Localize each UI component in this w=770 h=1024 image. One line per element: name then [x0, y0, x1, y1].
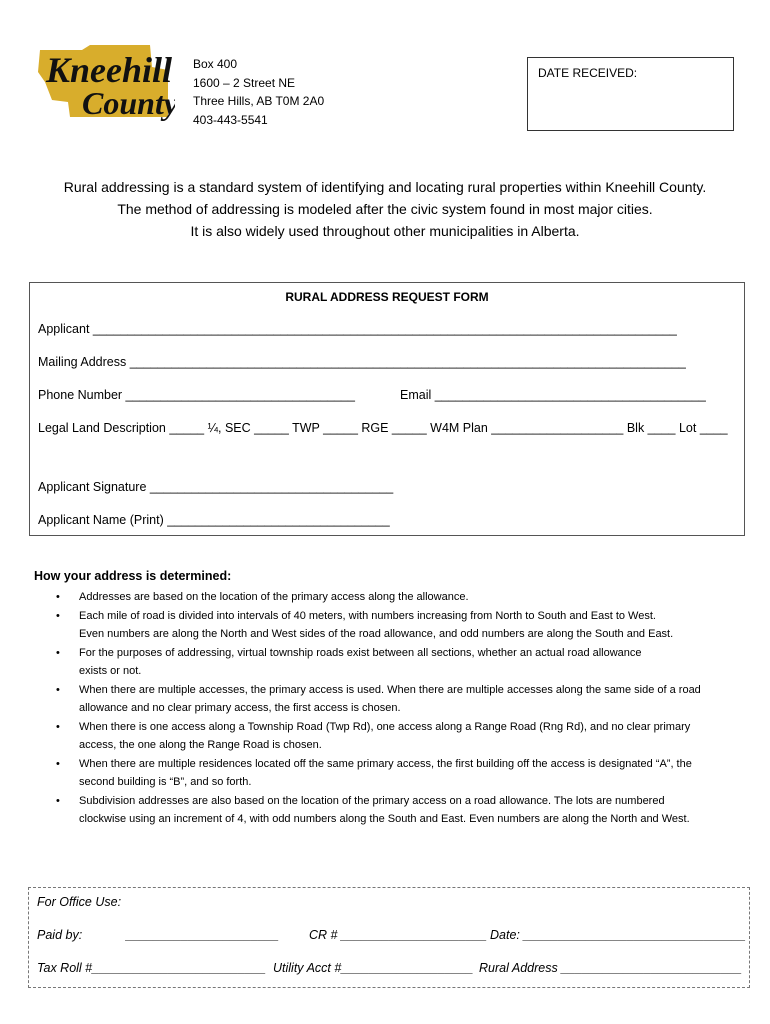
list-item: • Subdivision addresses are also based on the location of the primary access on a road allowance. The lots are numbered clockwise using an increment of 4, with odd numbers along the South and East. Even numbers are along the North and West.	[56, 792, 701, 829]
intro-paragraph	[0, 176, 770, 242]
list-item: • For the purposes of addressing, virtual township roads exist between all sections, whether an actual road allowance exists or not.	[56, 644, 701, 681]
intro-line: Rural addressing is a standard system of identifying and locating rural properties within Kneehill County.	[63, 179, 707, 195]
address-line: Three Hills, AB T0M 2A0	[193, 94, 325, 108]
bullet-icon: •	[56, 757, 60, 770]
list-item: • When there is one access along a Township Road (Twp Rd), one access along a Range Road (Rng Rd), and no clear primary access, the one along the Range Road is chosen.	[56, 718, 701, 755]
legal-land-description-field[interactable]: Legal Land Description _____ ¼, SEC _____ TWP _____ RGE _____ W4M Plan ___________________ Blk ____ Lot ____	[38, 421, 728, 435]
paid-by-field[interactable]: ______________________	[126, 928, 279, 942]
bullet-icon: •	[56, 646, 60, 659]
rural-address-field[interactable]: Rural Address __________________________	[479, 961, 742, 975]
determined-heading: How your address is determined:	[34, 569, 232, 583]
list-item: • When there are multiple residences located off the same primary access, the first building off the access is designated “A”, the second building is “B”, and so forth.	[56, 755, 701, 792]
cr-number-field[interactable]: CR # _____________________	[309, 928, 487, 942]
tax-roll-field[interactable]: Tax Roll #_________________________	[37, 961, 266, 975]
intro-line: The method of addressing is modeled after the civic system found in most major cities.	[117, 201, 653, 217]
bullet-icon: •	[56, 591, 60, 603]
determined-bullet-list	[56, 588, 701, 829]
list-item: • Each mile of road is divided into intervals of 40 meters, with numbers increasing from North to South and East to West. Even numbers are along the North and West sides of the road allowance, and odd numbers are along the South and East.	[56, 607, 701, 644]
bullet-icon: •	[56, 720, 60, 733]
intro-line: It is also widely used throughout other municipalities in Alberta.	[190, 223, 580, 239]
address-line: Box 400	[193, 57, 238, 71]
logo-text-county: County	[82, 85, 175, 121]
request-form-box	[29, 282, 745, 536]
applicant-field[interactable]: Applicant ____________________________________________________________________________________	[38, 322, 677, 336]
date-received-box[interactable]	[527, 57, 734, 131]
logo-text-kneehill: Kneehill	[46, 50, 173, 90]
paid-by-label: Paid by:	[37, 928, 83, 942]
office-date-field[interactable]: Date: ________________________________	[490, 928, 746, 942]
applicant-signature-field[interactable]: Applicant Signature ___________________________________	[38, 480, 394, 494]
kneehill-county-logo	[30, 42, 175, 127]
address-line: 1600 – 2 Street NE	[193, 75, 296, 90]
office-use-title: For Office Use:	[37, 895, 122, 909]
form-title: RURAL ADDRESS REQUEST FORM	[285, 290, 489, 304]
county-address	[193, 55, 324, 129]
date-received-label: DATE RECEIVED:	[538, 66, 638, 80]
address-line: 403-443-5541	[193, 112, 268, 127]
email-field[interactable]: Email _______________________________________	[400, 388, 706, 402]
utility-acct-field[interactable]: Utility Acct #___________________	[273, 961, 474, 975]
mailing-address-field[interactable]: Mailing Address ________________________________________________________________________________	[38, 355, 686, 369]
bullet-icon: •	[56, 794, 60, 807]
applicant-name-print-field[interactable]: Applicant Name (Print) ________________________________	[38, 513, 390, 527]
bullet-icon: •	[56, 683, 60, 696]
list-item: • Addresses are based on the location of the primary access along the allowance.	[56, 588, 701, 607]
bullet-icon: •	[56, 609, 60, 622]
phone-number-field[interactable]: Phone Number _________________________________	[38, 388, 355, 402]
list-item: • When there are multiple accesses, the primary access is used. When there are multiple accesses along the same side of a road allowance and no clear primary access, the first access is chosen.	[56, 681, 701, 718]
